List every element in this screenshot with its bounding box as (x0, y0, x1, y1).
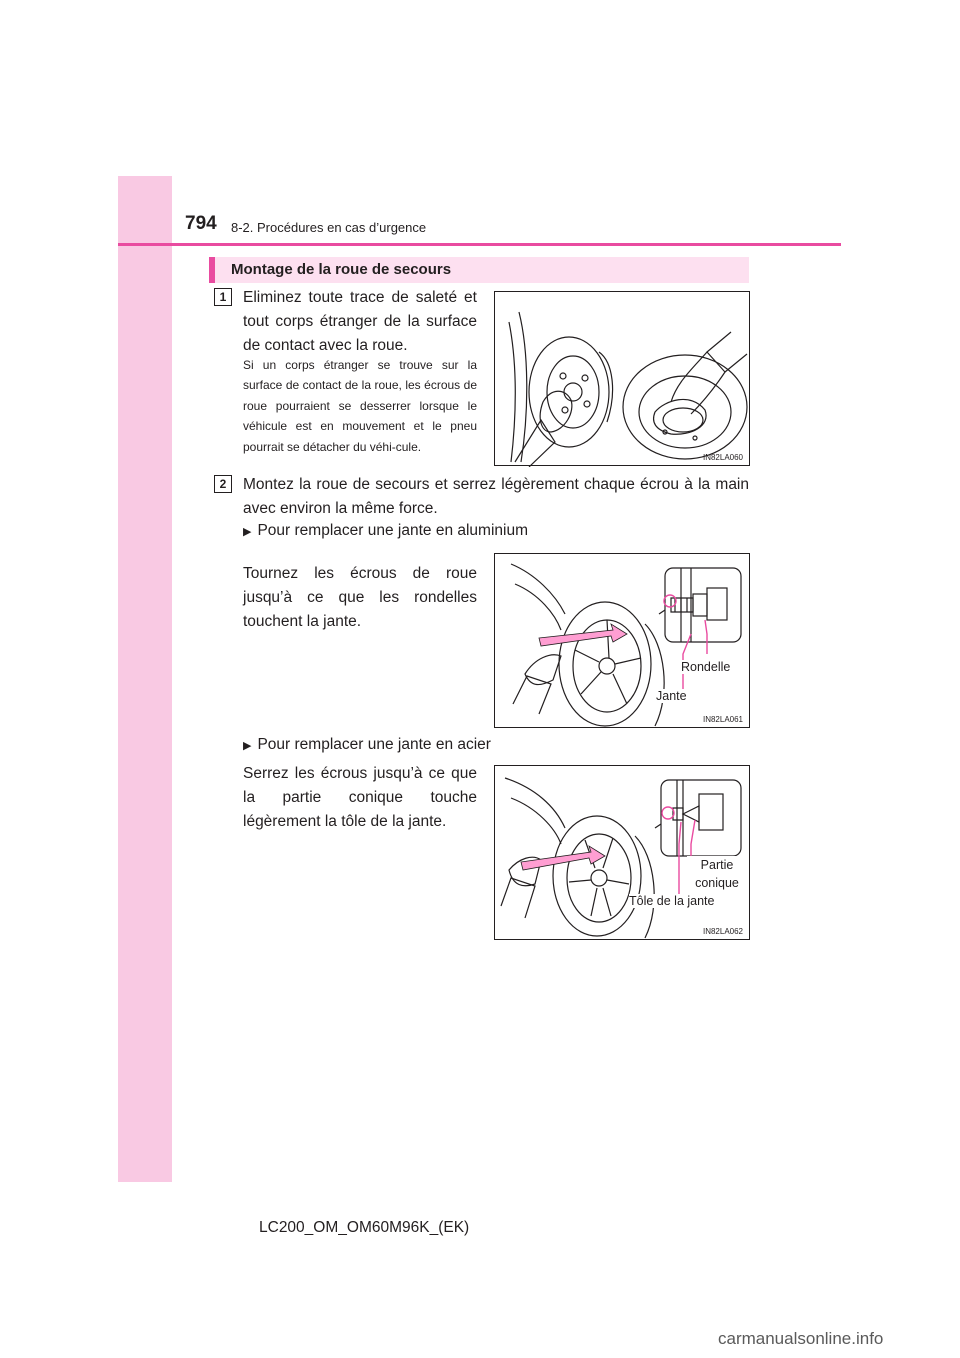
figure-code: IN82LA062 (702, 927, 743, 936)
aluminium-instruction: Tournez les écrous de roue jusqu’à ce que les rondelles touchent la jante. (243, 565, 477, 630)
callout-tole-de-la-jante: Tôle de la jante (629, 894, 715, 908)
step-1-badge: 1 (214, 288, 232, 306)
figure-steel-rim (494, 765, 750, 940)
callout-jante: Jante (656, 689, 687, 703)
bullet-aluminium-label: Pour remplacer une jante en aluminium (257, 522, 528, 539)
callout-partie-conique: Partie conique (687, 856, 747, 892)
triangle-bullet-icon: ▶ (243, 526, 252, 538)
page-number: 794 (185, 213, 217, 234)
bullet-steel-label: Pour remplacer une jante en acier (257, 736, 491, 753)
bullet-aluminium (243, 521, 528, 542)
aluminium-rim-illustration (495, 554, 751, 729)
bullet-steel (243, 735, 491, 756)
figure-code: IN82LA061 (702, 715, 743, 724)
steel-instruction: Serrez les écrous jusqu’à ce que la partie conique touche légèrement la tôle de la jante. (243, 765, 477, 830)
document-id: LC200_OM_OM60M96K_(EK) (259, 1219, 470, 1236)
side-band (118, 176, 172, 1182)
section-title: Montage de la roue de secours (231, 261, 452, 278)
section-header (209, 257, 749, 283)
steel-rim-illustration (495, 766, 751, 941)
chapter-title: 8-2. Procédures en cas d’urgence (231, 220, 427, 235)
triangle-bullet-icon: ▶ (243, 740, 252, 752)
step-2-badge: 2 (214, 475, 232, 493)
watermark: carmanualsonline.info (718, 1329, 884, 1348)
figure-clean-hub (494, 291, 750, 466)
header-rule (118, 243, 841, 246)
clean-hub-illustration (495, 292, 751, 467)
callout-rondelle: Rondelle (681, 660, 731, 674)
step-2-text: Montez la roue de secours et serrez légèrement chaque écrou à la main avec environ la même force. (243, 476, 749, 517)
step-1-text: Eliminez toute trace de saleté et tout corps étranger de la surface de contact avec la roue. (243, 289, 477, 354)
step-1-note: Si un corps étranger se trouve sur la surface de contact de la roue, les écrous de roue pourraient se desserrer lorsque le véhicule est en mouvement et le pneu pourrait se détacher du véhi-cule. (243, 358, 477, 454)
figure-aluminium-rim (494, 553, 750, 728)
figure-code: IN82LA060 (702, 453, 743, 462)
